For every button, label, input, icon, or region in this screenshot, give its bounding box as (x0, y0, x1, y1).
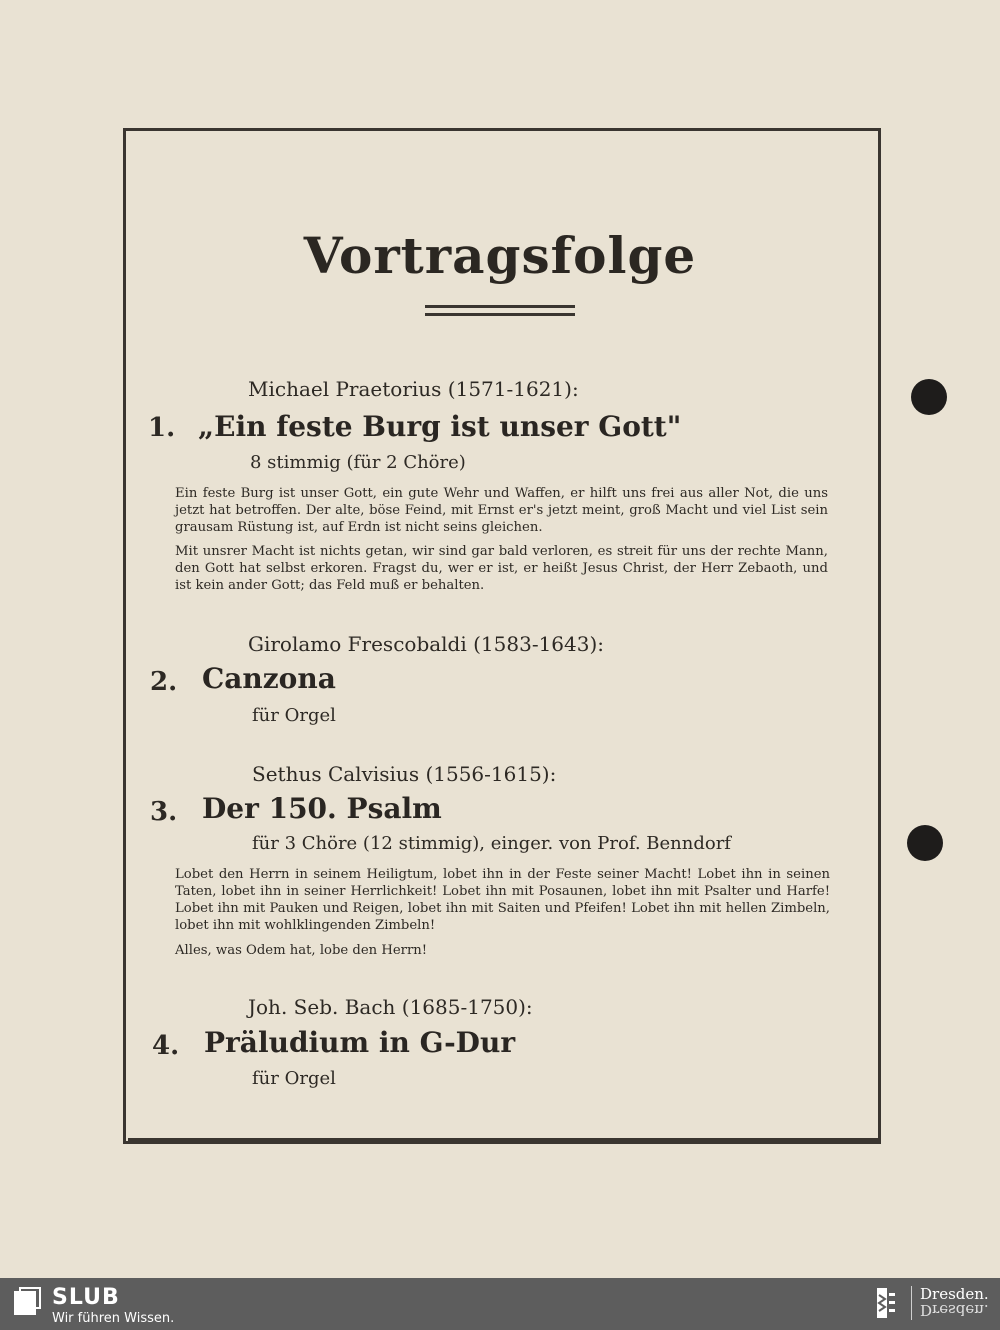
footer-bar (0, 1278, 1000, 1330)
slub-tagline: Wir führen Wissen. (52, 1311, 175, 1326)
piece-title-2: Canzona (202, 662, 336, 695)
dresden-crest-icon[interactable] (876, 1287, 898, 1319)
slub-brand[interactable]: SLUB (52, 1285, 120, 1310)
piece-title-1: „Ein feste Burg ist unser Gott" (198, 410, 682, 443)
piece-number-2: 2. (150, 667, 178, 697)
composer-2: Girolamo Frescobaldi (1583-1643): (248, 632, 605, 656)
dresden-name[interactable]: Dresden. (920, 1285, 989, 1303)
piece-number-4: 4. (152, 1031, 180, 1061)
piece-number-1: 1. (148, 413, 176, 443)
scoring-3: für 3 Chöre (12 stimmig), einger. von Prof. Benndorf (252, 833, 731, 854)
page-border-bottom (128, 1138, 880, 1141)
composer-4: Joh. Seb. Bach (1685-1750): (248, 995, 533, 1019)
punch-hole (907, 825, 943, 861)
slub-logo-icon[interactable] (12, 1287, 42, 1317)
footer-separator (911, 1286, 912, 1320)
title-rule-bottom (425, 313, 575, 316)
piece-title-4: Präludium in G-Dur (204, 1026, 516, 1059)
page-title: Vortragsfolge (303, 226, 697, 285)
scoring-4: für Orgel (252, 1068, 336, 1089)
lyric-1a: Ein feste Burg ist unser Gott, ein gute Wehr und Waffen, er hilft uns frei aus aller Not, die uns jetzt hat betroffen. Der alte, böse Feind, mit Ernst er's jetzt meint, groß Macht und viel List sein grausam Rüstung ist, auf Erdn ist nicht seins gleichen. (175, 486, 828, 535)
lyric-1b: Mit unsrer Macht ist nichts getan, wir sind gar bald verloren, es streit für uns der rechte Mann, den Gott hat selbst erkoren. Fragst du, wer er ist, er heißt Jesus Christ, der Herr Zebaoth, und ist kein ander Gott; das Feld muß er behalten. (175, 544, 828, 593)
piece-number-3: 3. (150, 797, 178, 827)
lyric-3b: Alles, was Odem hat, lobe den Herrn! (175, 943, 428, 958)
lyric-3a: Lobet den Herrn in seinem Heiligtum, lobet ihn in der Feste seiner Macht! Lobet ihn in seinen Taten, lobet ihn in seiner Herrlichkeit! Lobet ihn mit Posaunen, lobet ihn mit Psalter und Harfe! Lobet ihn mit Pauken und Reigen, lobet ihn mit Saiten und Pfeifen! Lobet ihn mit hellen Zimbeln, lobet ihn mit wohlklingenden Zimbeln! (175, 867, 830, 933)
dresden-name-mirror: Dresden. (920, 1301, 989, 1319)
piece-title-3: Der 150. Psalm (202, 792, 442, 825)
scoring-2: für Orgel (252, 705, 336, 726)
scoring-1: 8 stimmig (für 2 Chöre) (250, 452, 466, 473)
title-rule-top (425, 305, 575, 308)
composer-3: Sethus Calvisius (1556-1615): (252, 762, 557, 786)
punch-hole (911, 379, 947, 415)
composer-1: Michael Praetorius (1571-1621): (248, 377, 579, 401)
